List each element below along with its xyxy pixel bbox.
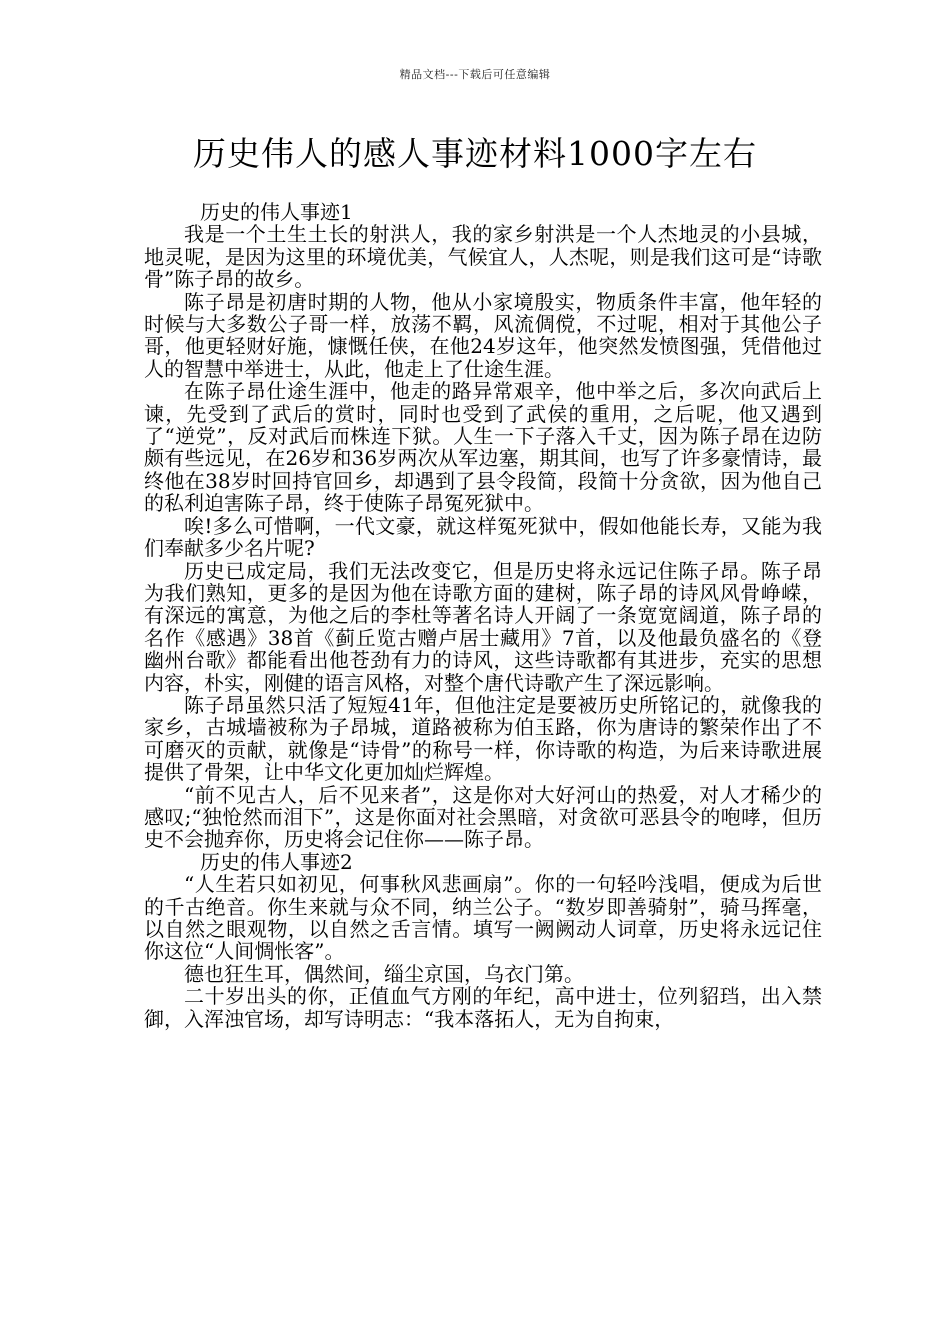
section-heading: 历史的伟人事迹2 xyxy=(200,849,353,874)
paragraph: 唉!多么可惜啊，一代文豪，就这样冤死狱中，假如他能长寿，又能为我们奉献多少名片呢? xyxy=(144,513,822,561)
paragraph: 在陈子昂仕途生涯中，他走的路异常艰辛，他中举之后，多次向武后上谏，先受到了武后的赏时，同时也受到了武侯的重用，之后呢，他又遇到了“逆党”，反对武后而株连下狱。人生一下子落入千丈，因为陈子昂在边防颇有些远见，在26岁和36岁两次从军边塞，期其间，也写了许多豪情诗，最终他在38岁时回持官回乡，却遇到了县令段简，段简十分贪欲，因为他自己的私利迫害陈子昂，终于使陈子昂冤死狱中。 xyxy=(144,379,822,516)
document-title: 历史伟人的感人事迹材料1000字左右 xyxy=(193,134,757,173)
section-heading: 历史的伟人事迹1 xyxy=(200,200,353,224)
paragraph: 陈子昂虽然只活了短短41年，但他注定是要被历史所铭记的，就像我的家乡，古城墙被称为子昂城，道路被称为伯玉路，你为唐诗的繁荣作出了不可磨灭的贡献，就像是“诗骨”的称号一样，你诗歌的构造，为后来诗歌进展提供了骨架，让中华文化更加灿烂辉煌。 xyxy=(144,692,822,785)
paragraph: 陈子昂是初唐时期的人物，他从小家境殷实，物质条件丰富，他年轻的时候与大多数公子哥一样，放荡不羁，风流倜傥，不过呢，相对于其他公子哥，他更轻财好施，慷慨任侠，在他24岁这年，他突然发愤图强，凭借他过人的智慧中举进士，从此，他走上了仕途生涯。 xyxy=(144,289,822,381)
document-body xyxy=(144,201,822,1030)
page-header: 精品文档---下载后可任意编辑 xyxy=(399,68,551,81)
paragraph: 我是一个土生土长的射洪人，我的家乡射洪是一个人杰地灵的小县城，地灵呢，是因为这里的环境优美，气候宜人，人杰呢，则是我们这可是“诗歌骨”陈子昂的故乡。 xyxy=(144,222,822,292)
paragraph: 历史已成定局，我们无法改变它，但是历史将永远记住陈子昂。陈子昂为我们熟知，更多的是因为他在诗歌方面的建树，陈子昂的诗风风骨峥嵘，有深远的寓意，为他之后的李杜等著名诗人开阔了一条宽宽阔道，陈子昂的名作《感遇》38首《蓟丘览古赠卢居士藏用》7首，以及他最负盛名的《登幽州台歌》都能看出他苍劲有力的诗风，这些诗歌都有其进步，充实的思想内容，朴实，刚健的语言风格，对整个唐代诗歌产生了深远影响。 xyxy=(144,558,822,695)
paragraph: “人生若只如初见，何事秋风悲画扇”。你的一句轻吟浅唱，便成为后世的千古绝音。你生来就与众不同，纳兰公子。“数岁即善骑射”，骑马挥毫，以自然之眼观物，以自然之舌言情。填写一阙阙动人词章，历史将永远记住你这位“人间惆怅客”。 xyxy=(144,872,822,964)
paragraph: 二十岁出头的你，正值血气方刚的年纪，高中进士，位列貂珰，出入禁御，入浑浊官场，却写诗明志：“我本落拓人，无为自拘束， xyxy=(144,984,822,1031)
paragraph: 德也狂生耳，偶然间，缁尘京国，乌衣门第。 xyxy=(184,961,584,986)
paragraph: “前不见古人，后不见来者”，这是你对大好河山的热爱，对人才稀少的感叹;“独怆然而泪下”，这是你面对社会黑暗，对贪欲可恶县令的咆哮，但历史不会抛弃你，历史将会记住你——陈子昂。 xyxy=(144,782,822,852)
